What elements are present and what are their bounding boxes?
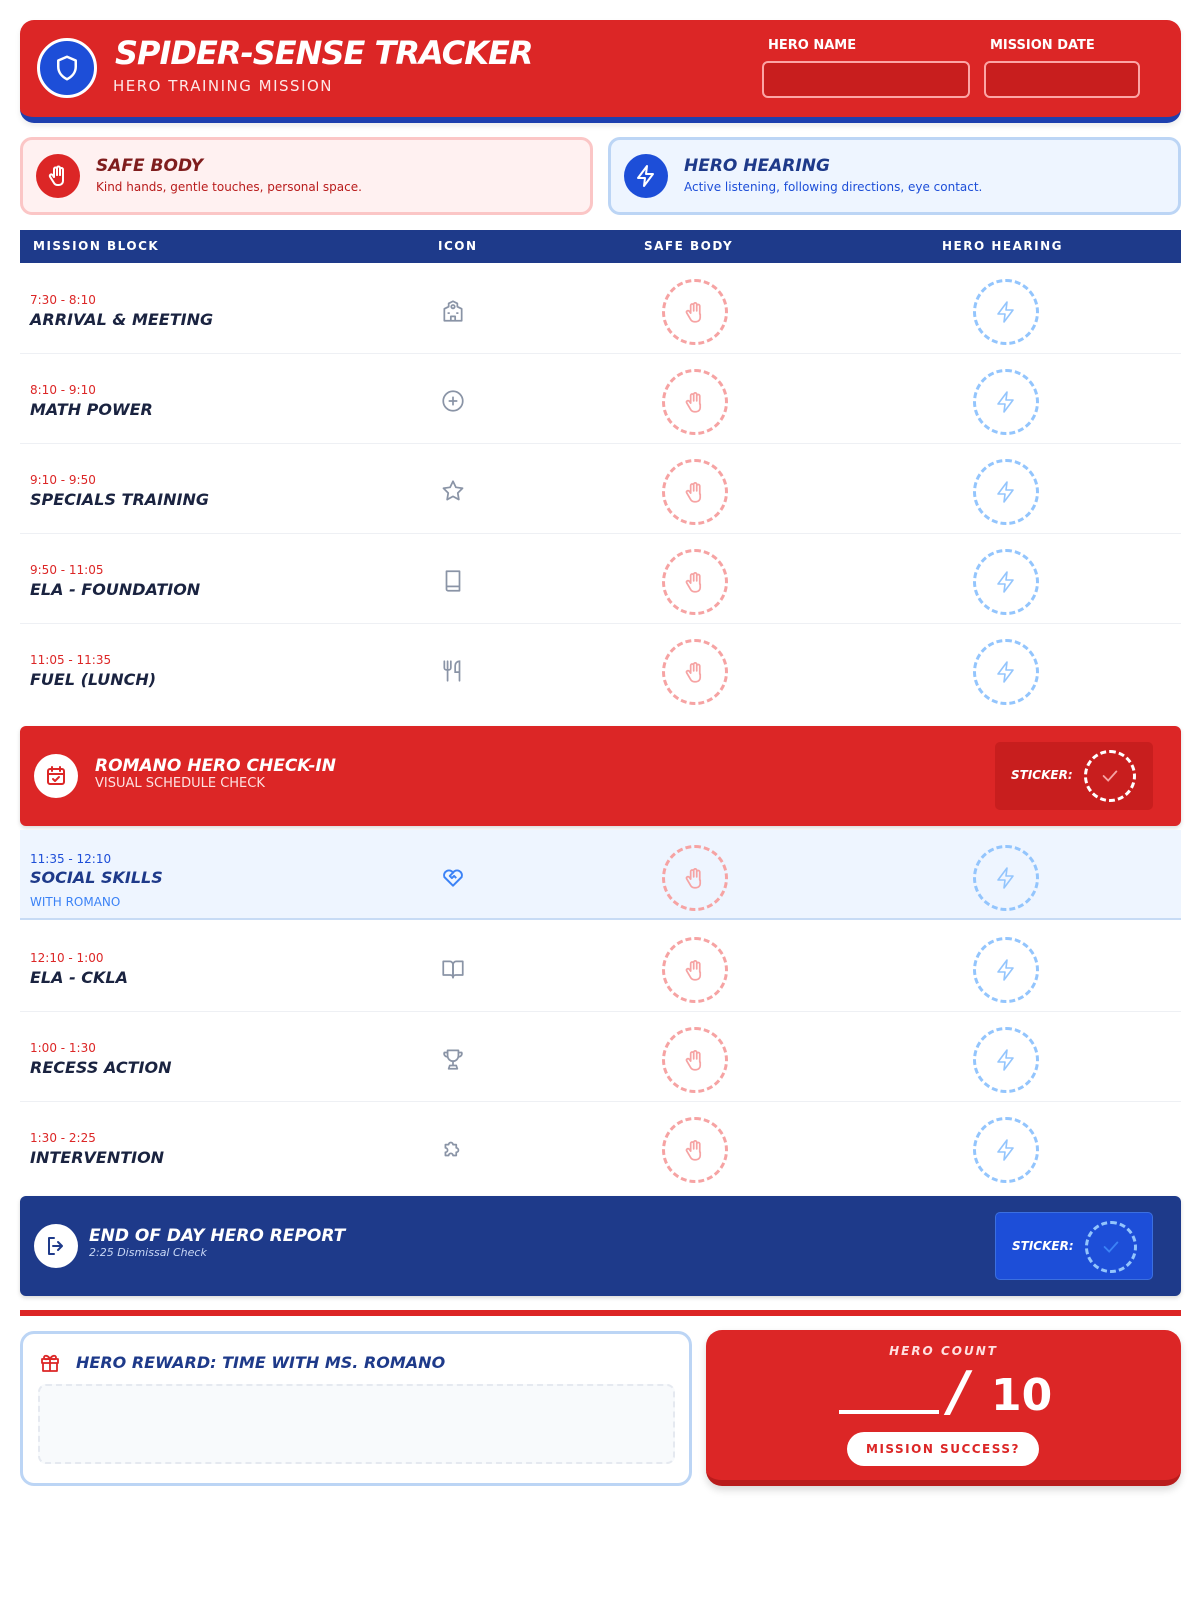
block-time: 9:10 - 9:50 xyxy=(30,473,96,487)
lightning-icon xyxy=(994,660,1018,684)
safe-body-card xyxy=(20,137,593,215)
safe-body-check[interactable] xyxy=(662,937,728,1003)
hero-hearing-check[interactable] xyxy=(973,937,1039,1003)
header-hero-hearing: HERO HEARING xyxy=(942,239,1063,253)
header-mission-block: MISSION BLOCK xyxy=(33,239,160,253)
table-row xyxy=(20,624,1181,714)
hand-icon xyxy=(682,659,708,685)
trophy-icon xyxy=(440,1046,466,1072)
check-icon xyxy=(1099,765,1121,787)
hero-hearing-check[interactable] xyxy=(973,1117,1039,1183)
reward-card xyxy=(20,1331,692,1486)
reward-input[interactable] xyxy=(38,1384,675,1464)
hand-icon xyxy=(682,569,708,595)
table-row xyxy=(20,534,1181,624)
table-header xyxy=(20,230,1181,263)
hand-icon xyxy=(682,865,708,891)
hero-hearing-card xyxy=(608,137,1181,215)
header-banner xyxy=(20,20,1181,123)
safe-body-check[interactable] xyxy=(662,639,728,705)
block-name: SPECIALS TRAINING xyxy=(30,490,209,509)
lightning-icon xyxy=(994,1048,1018,1072)
checkin-band xyxy=(20,726,1181,826)
block-name: MATH POWER xyxy=(30,400,153,419)
hero-hearing-check[interactable] xyxy=(973,1027,1039,1093)
hand-icon xyxy=(682,1137,708,1163)
safe-body-check[interactable] xyxy=(662,1027,728,1093)
hero-count-total: 10 xyxy=(991,1370,1053,1421)
end-of-day-subtitle: 2:25 Dismissal Check xyxy=(89,1246,207,1259)
safe-body-check[interactable] xyxy=(662,459,728,525)
logout-icon xyxy=(34,1224,78,1268)
hero-count-blank[interactable] xyxy=(839,1410,939,1414)
hero-hearing-check[interactable] xyxy=(973,459,1039,525)
mission-date-label: MISSION DATE xyxy=(990,38,1095,53)
mission-success-button[interactable]: MISSION SUCCESS? xyxy=(847,1432,1039,1466)
hero-hearing-title: HERO HEARING xyxy=(684,156,830,176)
table-row xyxy=(20,444,1181,534)
block-name: ARRIVAL & MEETING xyxy=(30,310,214,329)
hand-icon xyxy=(682,957,708,983)
header-safe-body: SAFE BODY xyxy=(644,239,734,253)
lightning-icon xyxy=(994,570,1018,594)
utensils-icon xyxy=(440,658,466,684)
hero-hearing-check[interactable] xyxy=(973,639,1039,705)
safe-body-check[interactable] xyxy=(662,369,728,435)
lightning-icon xyxy=(994,958,1018,982)
sticker-label: STICKER: xyxy=(1012,1239,1074,1253)
hand-icon xyxy=(682,299,708,325)
hero-hearing-check[interactable] xyxy=(973,369,1039,435)
end-of-day-sticker-box xyxy=(995,1212,1153,1280)
hero-hearing-check[interactable] xyxy=(973,279,1039,345)
lightning-icon xyxy=(994,1138,1018,1162)
book-icon xyxy=(440,568,466,594)
hand-icon xyxy=(682,479,708,505)
hero-count-card xyxy=(706,1330,1181,1486)
lightning-icon xyxy=(994,480,1018,504)
block-name: ELA - FOUNDATION xyxy=(30,580,201,599)
checkin-title: ROMANO HERO CHECK-IN xyxy=(95,756,336,776)
table-row xyxy=(20,922,1181,1012)
table-row xyxy=(20,1012,1181,1102)
block-name: SOCIAL SKILLS xyxy=(30,868,163,887)
check-icon xyxy=(1100,1236,1122,1258)
block-name: RECESS ACTION xyxy=(30,1058,172,1077)
block-time: 8:10 - 9:10 xyxy=(30,383,96,397)
lightning-icon xyxy=(994,390,1018,414)
block-time: 9:50 - 11:05 xyxy=(30,563,104,577)
hero-count-slash: / xyxy=(949,1360,969,1423)
heart-handshake-icon xyxy=(440,864,466,890)
plus-circle-icon xyxy=(440,388,466,414)
shield-icon xyxy=(37,38,97,98)
table-row xyxy=(20,264,1181,354)
end-of-day-sticker-slot[interactable] xyxy=(1085,1221,1137,1273)
hero-hearing-check[interactable] xyxy=(973,549,1039,615)
block-time: 11:35 - 12:10 xyxy=(30,852,112,866)
checkin-sticker-slot[interactable] xyxy=(1084,750,1136,802)
block-time: 1:00 - 1:30 xyxy=(30,1041,96,1055)
table-row xyxy=(20,1102,1181,1192)
table-row xyxy=(20,354,1181,444)
safe-body-check[interactable] xyxy=(662,279,728,345)
hero-hearing-description: Active listening, following directions, eye contact. xyxy=(684,180,983,194)
safe-body-description: Kind hands, gentle touches, personal space. xyxy=(96,180,362,194)
star-icon xyxy=(440,478,466,504)
safe-body-check[interactable] xyxy=(662,845,728,911)
block-note: WITH ROMANO xyxy=(30,895,121,909)
block-name: ELA - CKLA xyxy=(30,968,129,987)
divider xyxy=(20,1310,1181,1316)
table-row-highlight xyxy=(20,830,1181,920)
hero-count-label: HERO COUNT xyxy=(889,1344,998,1358)
block-time: 12:10 - 1:00 xyxy=(30,951,104,965)
hero-name-field[interactable] xyxy=(762,61,970,98)
sticker-label: STICKER: xyxy=(1011,768,1073,782)
block-time: 7:30 - 8:10 xyxy=(30,293,96,307)
mission-date-field[interactable] xyxy=(984,61,1140,98)
school-icon xyxy=(440,298,466,324)
checkin-subtitle: VISUAL SCHEDULE CHECK xyxy=(95,776,265,791)
safe-body-check[interactable] xyxy=(662,549,728,615)
header-icon: ICON xyxy=(438,239,478,253)
lightning-icon xyxy=(994,866,1018,890)
checkin-sticker-box xyxy=(995,742,1153,810)
block-name: FUEL (LUNCH) xyxy=(30,670,157,689)
reward-title: HERO REWARD: TIME WITH MS. ROMANO xyxy=(76,1353,446,1372)
block-time: 11:05 - 11:35 xyxy=(30,653,112,667)
block-name: INTERVENTION xyxy=(30,1148,165,1167)
hero-hearing-check[interactable] xyxy=(973,845,1039,911)
page-title: SPIDER-SENSE TRACKER xyxy=(115,34,533,72)
puzzle-icon xyxy=(440,1136,466,1162)
safe-body-title: SAFE BODY xyxy=(96,156,204,176)
page-subtitle: HERO TRAINING MISSION xyxy=(113,77,334,95)
hand-icon xyxy=(682,389,708,415)
hand-icon xyxy=(682,1047,708,1073)
lightning-icon xyxy=(994,300,1018,324)
lightning-icon xyxy=(624,154,668,198)
open-book-icon xyxy=(440,956,466,982)
calendar-check-icon xyxy=(34,754,78,798)
gift-icon xyxy=(38,1350,62,1374)
block-time: 1:30 - 2:25 xyxy=(30,1131,96,1145)
end-of-day-title: END OF DAY HERO REPORT xyxy=(89,1226,346,1246)
hand-icon xyxy=(36,154,80,198)
end-of-day-band xyxy=(20,1196,1181,1296)
hero-name-label: HERO NAME xyxy=(768,38,857,53)
safe-body-check[interactable] xyxy=(662,1117,728,1183)
